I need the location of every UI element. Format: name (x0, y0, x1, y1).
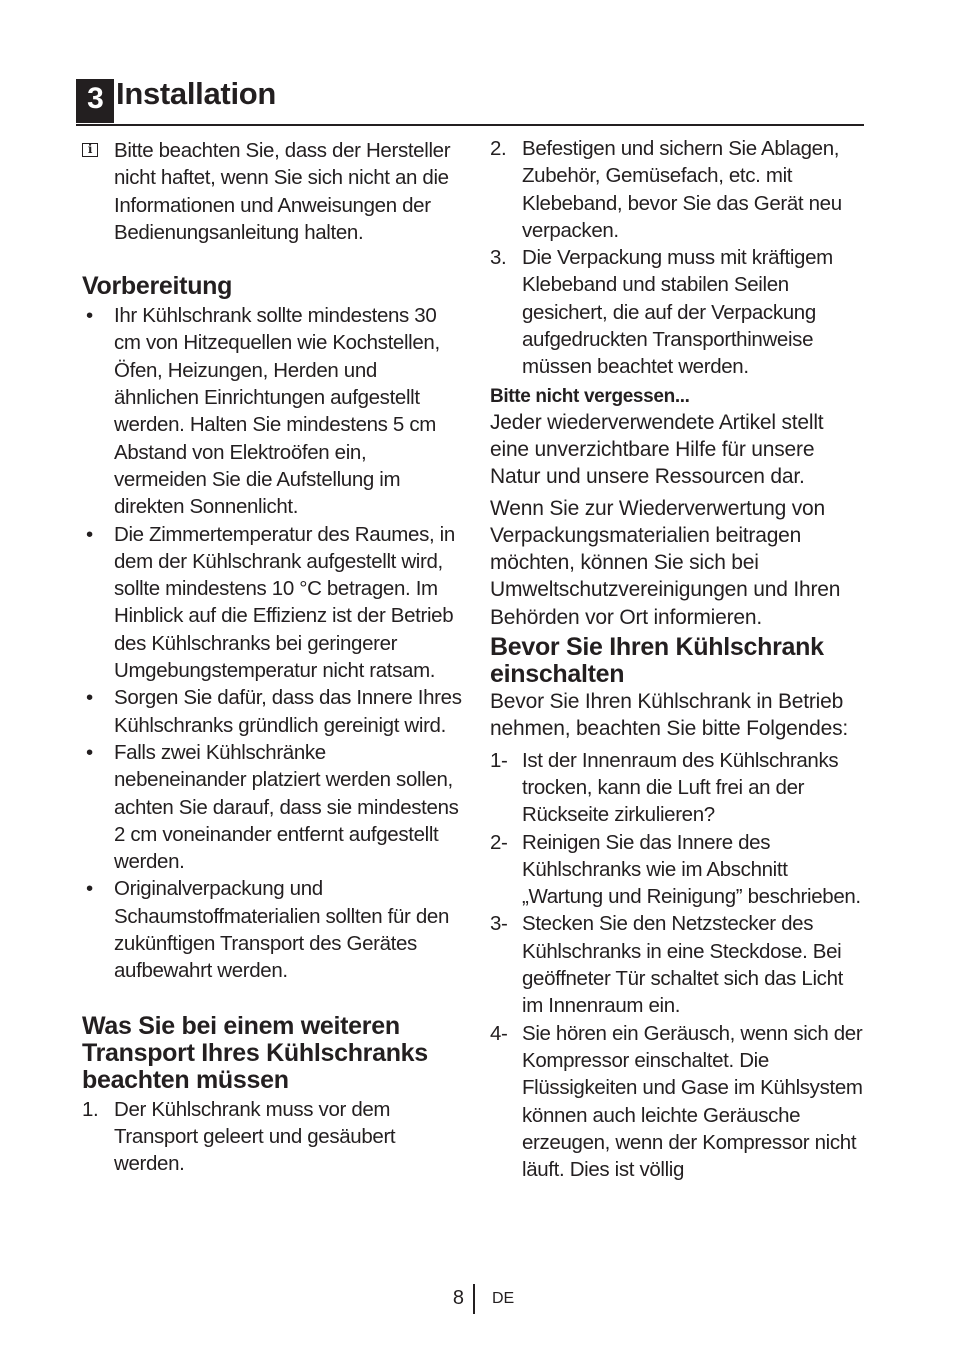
list-item: 1. Der Kühlschrank muss vor dem Transport geleert und gesäubert werden. (82, 1097, 396, 1176)
list-item: 3- Stecken Sie den Netzstecker des Kühlschranks in eine Steckdose. Bei geöffneter Tür schaltet sich das Licht im Innenraum ein. (490, 912, 843, 1018)
step-number: 2- (490, 830, 508, 854)
section-title-transport: Was Sie bei einem weiteren Transport Ihres Kühlschranks beachten müssen (82, 1011, 428, 1094)
step-number: 4- (490, 1021, 508, 1045)
list-item: 4- Sie hören ein Geräusch, wenn sich der Kompressor einschaltet. Die Flüssigkeiten und Gase im Kühlsystem können auch leichte Geräusche erzeugen, wenn der Kompressor nicht läuft. Dies ist völlig (490, 1021, 863, 1182)
recycling-paragraph: Wenn Sie zur Wiederverwertung von Verpackungsmaterialien beitragen möchten, können Sie sich bei Umweltschutzvereinigungen und Ihren Behörden vor Ort informieren. (490, 496, 841, 629)
list-item: • Die Zimmertemperatur des Raumes, in dem der Kühlschrank aufgestellt wird, sollte mindestens 10 °C betragen. Im Hinblick auf die Effizienz ist der Betrieb des Kühlschranks bei geringerer Umgebungstemperatur nicht ratsam. (86, 522, 455, 683)
info-icon: i (82, 143, 98, 157)
step-number: 2. (490, 137, 507, 160)
before-start-intro: Bevor Sie Ihren Kühlschrank in Betrieb nehmen, beachten Sie bitte Folgendes: (490, 690, 849, 741)
left-column (82, 137, 462, 1178)
reminder-title: Bitte nicht vergessen... (490, 385, 690, 407)
note-text: Bitte beachten Sie, dass der Hersteller nicht haftet, wenn Sie sich nicht an die Informationen und Anweisungen der Bedienungsanleitung halten. (114, 139, 451, 244)
chapter-header (76, 76, 864, 126)
bullet: • (86, 522, 93, 546)
list-item: • Originalverpackung und Schaumstoffmaterialien sollten für den zukünftigen Transport des Gerätes aufbewahrt werden. (86, 877, 450, 983)
list-item: 2. Befestigen und sichern Sie Ablagen, Zubehör, Gemüsefach, etc. mit Klebeband, bevor Sie das Gerät neu verpacken. (490, 137, 842, 242)
section-title-before-start: Bevor Sie Ihren Kühlschrank einschalten (490, 633, 824, 689)
bullet: • (86, 304, 93, 328)
transport-steps-left (82, 1096, 462, 1178)
preparation-list (82, 302, 462, 984)
step-number: 3- (490, 912, 508, 936)
bullet: • (86, 877, 93, 901)
chapter-title: Installation (116, 76, 277, 111)
bullet: • (86, 686, 93, 710)
language-code: DE (492, 1290, 515, 1307)
startup-steps (490, 747, 866, 1184)
step-number: 3. (490, 246, 507, 270)
list-item: • Ihr Kühlschrank sollte mindestens 30 cm von Hitzequellen wie Kochstellen, Öfen, Heizungen, Herden und ähnlichen Einrichtungen aufgestellt werden. Halten Sie mindestens 5 cm Abstand von Elektroöfen ein, vermeiden Sie die Aufstellung im direkten Sonnenlicht. (86, 304, 440, 519)
liability-note (82, 137, 462, 246)
list-item: • Falls zwei Kühlschränke nebeneinander platziert werden sollen, achten Sie darauf, dass sie mindestens 2 cm voneinander entfernt aufgestellt werden. (86, 740, 459, 874)
reminder-paragraph: Jeder wiederverwendete Artikel stellt eine unverzichtbare Hilfe für unsere Natur und unsere Ressourcen dar. (490, 410, 824, 489)
list-item: 2- Reinigen Sie das Innere des Kühlschranks wie im Abschnitt „Wartung und Reinigung” beschrieben. (490, 830, 861, 909)
section-title-preparation: Vorbereitung (82, 272, 233, 301)
right-column (490, 135, 866, 1183)
list-item: • Sorgen Sie dafür, dass das Innere Ihres Kühlschranks gründlich gereinigt wird. (86, 686, 462, 737)
page-number: 8 (452, 1287, 464, 1309)
step-number: 1. (82, 1097, 99, 1121)
bullet: • (86, 740, 93, 764)
chapter-number: 3 (76, 79, 114, 123)
transport-steps-right (490, 135, 866, 381)
list-item: 3. Die Verpackung muss mit kräftigem Klebeband und stabilen Seilen gesichert, die auf der Verpackung aufgedruckten Transporthinweise müssen beachtet werden. (490, 246, 833, 379)
list-item: 1- Ist der Innenraum des Kühlschranks trocken, kann die Luft frei an der Rückseite zirkulieren? (490, 748, 839, 827)
step-number: 1- (490, 748, 508, 772)
footer-divider (473, 1284, 475, 1314)
